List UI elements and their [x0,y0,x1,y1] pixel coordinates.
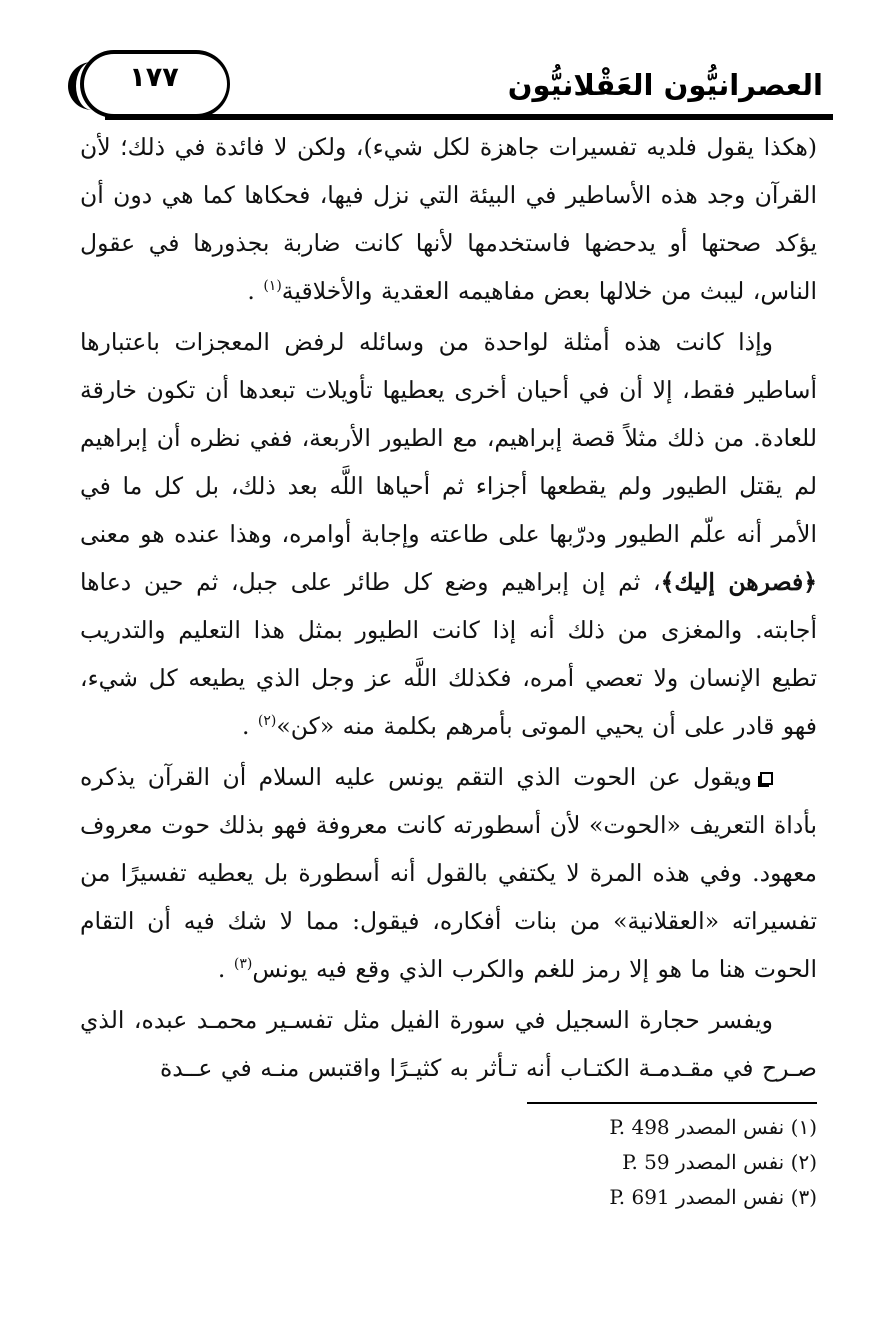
text-run: ويقول عن الحوت الذي التقم يونس عليه السلام أن القرآن يذكره بأداة التعريف «الحوت» لأن أسطورته كانت معروفة فهو بذلك حوت معروف معهود. وفي هذه المرة لا يكتفي بالقول أنه أسطورة بل يعطيه تفسيرًا من تفسيراته «العقلانية» من بنات أفكاره، فيقول: مما لا شك فيه أن التقام الحوت هنا ما هو إلا رمز للغم والكرب الذي وقع فيه يونس [80,763,817,983]
paragraph-2 [80,318,817,750]
footnote-marker: (٣) [233,956,253,973]
text-run: . [247,277,264,305]
square-bullet-icon [760,772,773,785]
text-run: (هكذا يقول فلديه تفسيرات جاهزة لكل شيء)، ولكن لا فائدة في ذلك؛ لأن القرآن وجد هذه الأساطير في البيئة التي نزل فيها، فحكاها كما هي دون أن يؤكد صحتها أو يدحضها فاستخدمها لأنها كانت ضاربة بجذورها في عقول الناس، ليبث من خلالها بعض مفاهيمه العقدية والأخلاقية [80,133,817,305]
text-run: . [241,712,258,740]
footnote-page-ref: P. 59 [622,1150,670,1174]
footnote-page-ref: P. 498 [609,1115,670,1139]
header-rule [105,114,833,120]
footnote-source: نفس المصدر [676,1115,785,1139]
footnotes [417,1110,817,1215]
text-run: ويفسر حجارة السجيل في سورة الفيل مثل تفسـير محمـد عبده، الذي صـرح في مقـدمـة الكتـاب أنه تـأثر به كثيـرًا واقتبس منـه في عــدة [80,1006,817,1082]
footnote-separator [527,1102,817,1104]
paragraph-3 [80,753,817,993]
footnote-source: نفس المصدر [676,1185,785,1209]
quran-quote: ﴿فصرهن إليك﴾ [660,568,817,596]
text-run: . [217,955,234,983]
footnote-marker: (١) [263,278,282,295]
paragraph-4 [80,996,817,1092]
page-header [60,40,833,122]
text-run: ، ثم إن إبراهيم وضع كل طائر على جبل، ثم حين دعاها أجابته. والمغزى من ذلك أنه إذا كانت الطيور بمثل هذا التعليم والتدريب تطيع الإنسان ولا تعصي أمره، فكذلك اللَّه عز وجل الذي يطيعه كل شيء، فهو قادر على أن يحيي الموتى بأمرهم بكلمة منه «كن» [80,568,817,740]
footnote-number: (١) [790,1115,817,1139]
footnote-item [417,1180,817,1215]
footnote-item [417,1110,817,1145]
footnote-page-ref: P. 691 [609,1185,670,1209]
footnote-source: نفس المصدر [676,1150,785,1174]
body-text [80,123,817,1092]
footnote-number: (٣) [790,1185,817,1209]
running-title: العصرانيُّون العَقْلانيُّون [507,68,823,102]
footnote-item [417,1145,817,1180]
page-number: ١٧٧ [129,62,179,93]
paragraph-1 [80,123,817,315]
footnote-marker: (٢) [257,713,277,730]
page-number-frame [80,50,230,118]
footnote-number: (٢) [790,1150,817,1174]
text-run: وإذا كانت هذه أمثلة لواحدة من وسائله لرفض المعجزات باعتبارها أساطير فقط، إلا أن في أحيان أخرى يعطيها تأويلات تبعدها أن تكون خارقة للعادة. من ذلك مثلاً قصة إبراهيم، مع الطيور الأربعة، ففي نظره أن إبراهيم لم يقتل الطيور ولم يقطعها أجزاء ثم أحياها اللَّه بعد ذلك، بل كل ما في الأمر أنه علّم الطيور ودرّبها على طاعته وإجابة أوامره، وهذا عنده هو معنى [80,328,817,548]
